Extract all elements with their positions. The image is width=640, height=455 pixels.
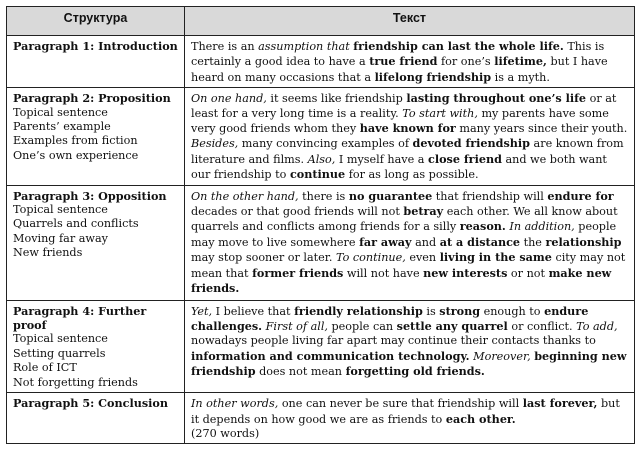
linking-phrase: assumption that bbox=[258, 40, 350, 53]
structure-item: Examples from fiction bbox=[13, 134, 138, 148]
key-phrase: make new friends. bbox=[191, 265, 612, 296]
paragraph-title: Paragraph 4: Further proof bbox=[13, 303, 147, 333]
structure-cell bbox=[7, 36, 185, 88]
key-phrase: former friends bbox=[252, 265, 344, 280]
linking-phrase: In other words, bbox=[191, 397, 279, 411]
linking-phrase: Besides, bbox=[191, 137, 239, 151]
table-row bbox=[7, 88, 635, 185]
linking-phrase: On one hand, bbox=[191, 92, 267, 106]
key-phrase: have known for bbox=[359, 121, 456, 136]
structure-item: Topical sentence bbox=[13, 203, 108, 217]
text-cell: In other words, one can never be sure that friendship will last forever, but it depends on how good we are as friends to each other. (270 words) bbox=[185, 393, 635, 444]
table-row bbox=[7, 393, 635, 444]
key-phrase: friendship can last the whole life. bbox=[353, 39, 564, 53]
header-structure: Структура bbox=[7, 7, 185, 36]
key-phrase: living in the same bbox=[439, 250, 552, 265]
structure-cell bbox=[7, 88, 185, 185]
key-phrase: new interests bbox=[423, 265, 508, 280]
key-phrase: lasting throughout one’s life bbox=[406, 91, 587, 106]
key-phrase: strong bbox=[439, 303, 481, 318]
key-phrase: reason. bbox=[459, 219, 506, 234]
header-text: Текст bbox=[185, 7, 635, 36]
key-phrase: forgetting old friends. bbox=[345, 364, 485, 379]
key-phrase: relationship bbox=[545, 234, 622, 249]
key-phrase: betray bbox=[403, 204, 444, 219]
key-phrase: endure challenges. bbox=[191, 303, 589, 334]
structure-item: Role of ICT bbox=[13, 361, 77, 375]
key-phrase: each other. bbox=[445, 411, 516, 426]
structure-cell bbox=[7, 393, 185, 444]
structure-item: Parents’ example bbox=[13, 120, 111, 134]
key-phrase: no guarantee bbox=[348, 188, 433, 203]
text-cell: There is an assumption that friendship can last the whole life. This is certainly a good idea to have a true friend for one’s lifetime, but I have heard on many occasions that a lifelong friendship is a myth. bbox=[185, 36, 635, 88]
key-phrase: lifetime, bbox=[494, 54, 547, 69]
linking-phrase: First of all, bbox=[265, 320, 328, 334]
text-cell: On the other hand, there is no guarantee that friendship will endure for decades or that good friends will not betray each other. We all know about quarrels and conflicts among friends for a silly reason. In addition, people may move to live somewhere far away and at a distance the relationship may stop sooner or later. To continue, even living in the same city may not mean that former friends will not have new interests or not make new friends. bbox=[185, 185, 635, 300]
structure-item: Moving far away bbox=[13, 231, 108, 245]
table-header-row bbox=[7, 7, 635, 36]
key-phrase: endure for bbox=[547, 188, 614, 203]
key-phrase: devoted friendship bbox=[412, 136, 530, 151]
text-cell: Yet, I believe that friendly relationship is strong enough to endure challenges. First of all, people can settle any quarrel or conflict. To add, nowadays people living far apart may continue their contacts thanks to information and communication technology. Moreover, beginning new friendship does not mean forgetting old friends. bbox=[185, 300, 635, 392]
linking-phrase: To add, bbox=[576, 320, 618, 334]
key-phrase: beginning new friendship bbox=[191, 348, 627, 379]
essay-structure-table bbox=[6, 6, 635, 444]
table-row bbox=[7, 300, 635, 392]
key-phrase: close friend bbox=[428, 151, 502, 166]
structure-item: New friends bbox=[13, 246, 83, 260]
key-phrase: continue bbox=[289, 167, 346, 182]
paragraph-title: Paragraph 2: Proposition bbox=[13, 91, 171, 106]
key-phrase: last forever, bbox=[522, 396, 598, 411]
paragraph-title: Paragraph 1: Introduction bbox=[13, 39, 178, 53]
linking-phrase: Moreover, bbox=[473, 349, 531, 363]
structure-item: Topical sentence bbox=[13, 105, 108, 119]
structure-cell bbox=[7, 300, 185, 392]
linking-phrase: In addition, bbox=[509, 220, 575, 234]
key-phrase: information and communication technology. bbox=[191, 348, 470, 363]
key-phrase: true friend bbox=[369, 54, 438, 69]
linking-phrase: Yet, bbox=[191, 304, 213, 318]
table-row bbox=[7, 36, 635, 88]
structure-cell bbox=[7, 185, 185, 300]
key-phrase: at a distance bbox=[439, 234, 521, 249]
structure-item: One’s own experience bbox=[13, 148, 139, 162]
text-cell: On one hand, it seems like friendship lasting throughout one’s life or at least for a very long time is a reality. To start with, my parents have some very good friends whom they have known for many years since their youth. Besides, many convincing examples of devoted friendship are known from literature and films. Also, I myself have a close friend and we both want our friendship to continue for as long as possible. bbox=[185, 88, 635, 185]
structure-item: Topical sentence bbox=[13, 332, 108, 346]
paragraph-title: Paragraph 3: Opposition bbox=[13, 188, 167, 203]
key-phrase: friendly relationship bbox=[294, 303, 423, 318]
linking-phrase: Also, bbox=[307, 152, 336, 166]
linking-phrase: On the other hand, bbox=[191, 189, 299, 203]
structure-item: Not forgetting friends bbox=[13, 375, 138, 389]
key-phrase: far away bbox=[359, 234, 412, 249]
linking-phrase: To continue, bbox=[336, 251, 406, 265]
table-row bbox=[7, 185, 635, 300]
key-phrase: lifelong friendship bbox=[374, 69, 492, 84]
word-count: (270 words) bbox=[191, 426, 260, 440]
linking-phrase: To start with, bbox=[402, 106, 478, 120]
paragraph-title: Paragraph 5: Conclusion bbox=[13, 396, 168, 411]
structure-item: Quarrels and conflicts bbox=[13, 217, 139, 231]
structure-item: Setting quarrels bbox=[13, 346, 106, 360]
key-phrase: settle any quarrel bbox=[396, 319, 508, 334]
